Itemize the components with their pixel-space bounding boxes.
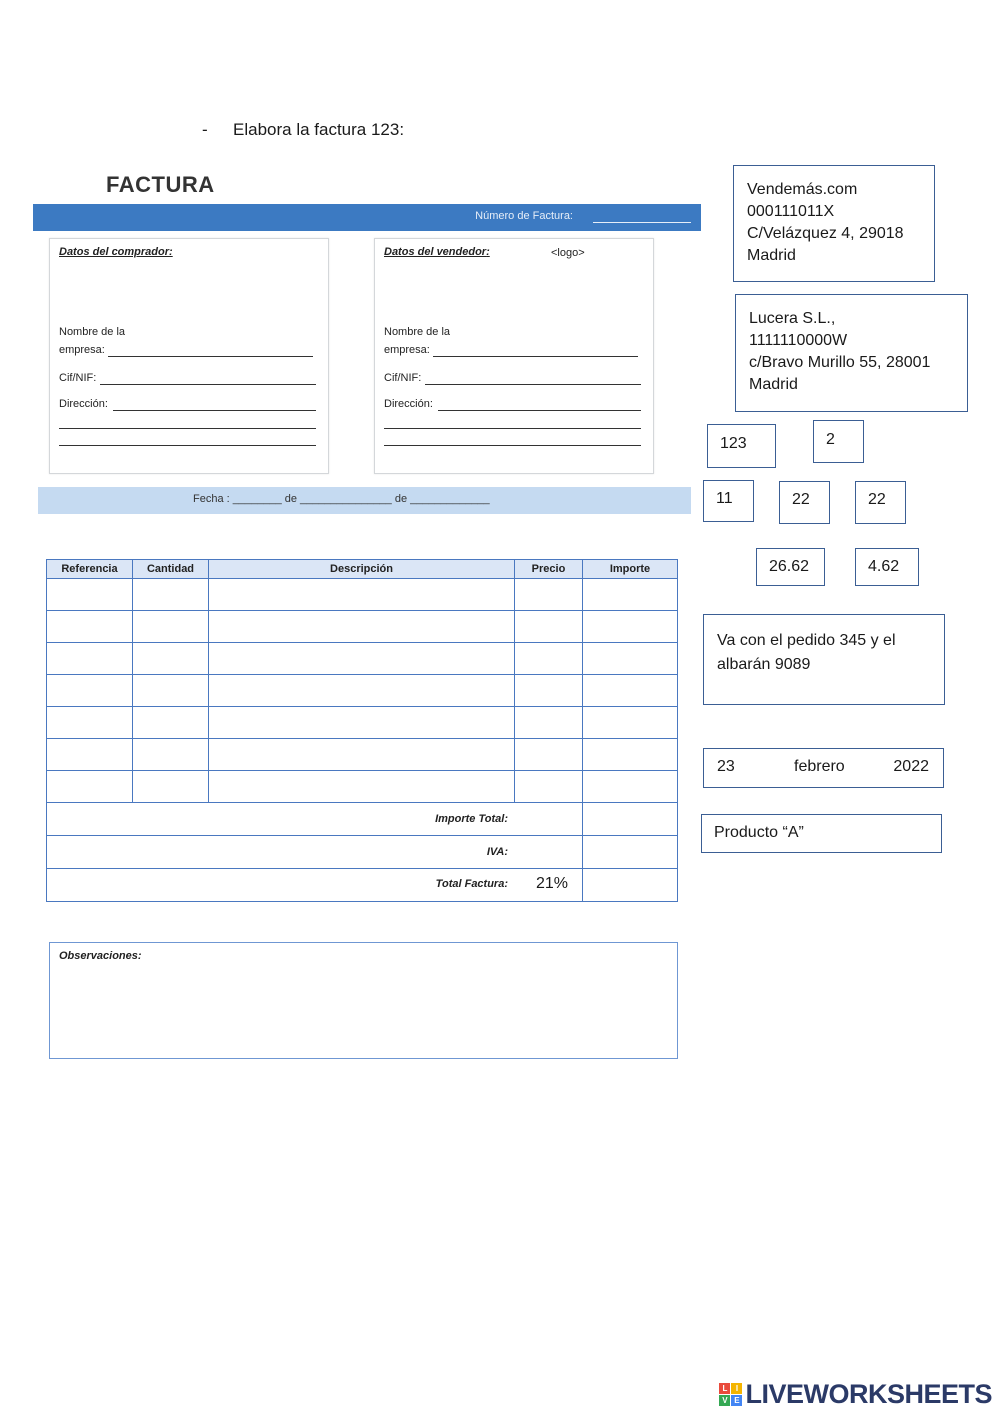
- seller-company-label-1: Nombre de la: [384, 326, 451, 338]
- table-row: [47, 739, 678, 771]
- observations-note-card[interactable]: [703, 614, 945, 705]
- cell-cantidad[interactable]: [133, 611, 209, 643]
- cell-importe[interactable]: [583, 643, 678, 675]
- total-invoice-value-cell[interactable]: [583, 869, 678, 902]
- date-line: Fecha : ________ de _______________ de _____________: [193, 493, 490, 505]
- product-card[interactable]: [701, 814, 942, 853]
- seller-heading: Datos del vendedor:: [384, 246, 490, 258]
- cell-referencia[interactable]: [47, 611, 133, 643]
- cell-descripcion[interactable]: [209, 675, 515, 707]
- seller-company-line: [433, 356, 638, 357]
- header-descripcion: Descripción: [209, 560, 515, 579]
- seller-cif-line: [425, 384, 641, 385]
- cell-referencia[interactable]: [47, 643, 133, 675]
- table-row: [47, 579, 678, 611]
- cell-precio[interactable]: [515, 739, 583, 771]
- total-invoice-label: Total Factura:: [435, 878, 508, 890]
- cell-cantidad[interactable]: [133, 739, 209, 771]
- observations-note-text: Va con el pedido 345 y el albarán 9089: [717, 632, 896, 673]
- cell-descripcion[interactable]: [209, 611, 515, 643]
- total-invoice-label-cell: [47, 869, 583, 902]
- brand-name: LIVEWORKSHEETS: [745, 1378, 992, 1409]
- cell-precio[interactable]: [515, 611, 583, 643]
- buyer-address-label: Dirección:: [59, 398, 108, 410]
- buyer-cif-label: Cif/NIF:: [59, 372, 97, 384]
- buyer-heading: Datos del comprador:: [59, 246, 173, 258]
- instruction-bullet: -: [202, 120, 208, 139]
- buyer-address-line: [113, 410, 316, 411]
- table-row: [47, 643, 678, 675]
- seller-address-label: Dirección:: [384, 398, 433, 410]
- header-importe: Importe: [583, 560, 678, 579]
- header-cantidad: Cantidad: [133, 560, 209, 579]
- buyer-info-card[interactable]: [735, 294, 968, 412]
- items-table: [46, 559, 678, 902]
- cell-referencia[interactable]: [47, 707, 133, 739]
- logo-cubes-icon: L I V E: [719, 1383, 742, 1406]
- cell-precio[interactable]: [515, 771, 583, 803]
- buyer-address-line-3: [59, 445, 316, 446]
- table-header-row: [47, 560, 678, 579]
- total-invoice-row: [47, 869, 678, 902]
- cell-importe[interactable]: [583, 675, 678, 707]
- buyer-cif-line: [100, 384, 316, 385]
- seller-company-label-2: empresa:: [384, 344, 430, 356]
- invoice-number-line: [593, 222, 691, 223]
- cell-descripcion[interactable]: [209, 739, 515, 771]
- seller-address-line-2: [384, 428, 641, 429]
- buyer-company-label-1: Nombre de la: [59, 326, 126, 338]
- cell-descripcion[interactable]: [209, 707, 515, 739]
- instruction-text: Elabora la factura 123:: [233, 120, 405, 139]
- cell-precio[interactable]: [515, 643, 583, 675]
- cell-importe[interactable]: [583, 707, 678, 739]
- header-referencia: Referencia: [47, 560, 133, 579]
- seller-panel: [374, 238, 654, 474]
- product-text: Producto “A”: [714, 824, 804, 841]
- table-row: [47, 771, 678, 803]
- quantity-chip[interactable]: 2: [813, 420, 864, 463]
- cell-referencia[interactable]: [47, 771, 133, 803]
- cell-descripcion[interactable]: [209, 771, 515, 803]
- invoice-number-chip[interactable]: 123: [707, 424, 776, 468]
- cell-precio[interactable]: [515, 579, 583, 611]
- seller-address-line: [438, 410, 641, 411]
- total-label: Importe Total:: [47, 803, 583, 836]
- date-day: 23: [717, 758, 735, 775]
- cell-referencia[interactable]: [47, 739, 133, 771]
- total-chip[interactable]: 26.62: [756, 548, 825, 586]
- buyer-panel: [49, 238, 329, 474]
- iva-row: [47, 836, 678, 869]
- price-chip[interactable]: 11: [703, 480, 754, 522]
- liveworksheets-logo: [719, 1378, 992, 1410]
- cell-precio[interactable]: [515, 707, 583, 739]
- cell-cantidad[interactable]: [133, 771, 209, 803]
- invoice-number-bar: [33, 204, 701, 231]
- header-precio: Precio: [515, 560, 583, 579]
- buyer-company-line: [108, 356, 313, 357]
- observations-label: Observaciones:: [59, 950, 142, 962]
- seller-address-line-3: [384, 445, 641, 446]
- iva-rate-value: 21%: [535, 875, 568, 892]
- total-value-cell[interactable]: [583, 803, 678, 836]
- table-row: [47, 611, 678, 643]
- invoice-title: FACTURA: [106, 172, 215, 197]
- seller-info-text: Vendemás.com 000111011X C/Velázquez 4, 29018 Madrid: [747, 181, 904, 264]
- amount-chip-b[interactable]: 22: [855, 481, 906, 524]
- date-card[interactable]: [703, 748, 944, 788]
- buyer-company-label-2: empresa:: [59, 344, 105, 356]
- cell-importe[interactable]: [583, 771, 678, 803]
- cell-cantidad[interactable]: [133, 675, 209, 707]
- cell-importe[interactable]: [583, 611, 678, 643]
- cell-descripcion[interactable]: [209, 643, 515, 675]
- date-bar: [38, 487, 691, 514]
- cell-precio[interactable]: [515, 675, 583, 707]
- invoice-number-label: Número de Factura:: [475, 210, 573, 222]
- instruction: [202, 120, 404, 140]
- cell-importe[interactable]: [583, 739, 678, 771]
- date-year: 2022: [893, 758, 929, 775]
- date-month: febrero: [794, 758, 845, 775]
- iva-chip[interactable]: 4.62: [855, 548, 919, 586]
- cell-descripcion[interactable]: [209, 579, 515, 611]
- seller-cif-label: Cif/NIF:: [384, 372, 422, 384]
- amount-chip-a[interactable]: 22: [779, 481, 830, 524]
- cell-referencia[interactable]: [47, 579, 133, 611]
- table-row: [47, 675, 678, 707]
- cell-cantidad[interactable]: [133, 707, 209, 739]
- cell-referencia[interactable]: [47, 675, 133, 707]
- observations-box[interactable]: [49, 942, 678, 1059]
- seller-info-card[interactable]: [733, 165, 935, 282]
- iva-label: IVA:: [47, 836, 583, 869]
- buyer-address-line-2: [59, 428, 316, 429]
- cell-cantidad[interactable]: [133, 643, 209, 675]
- seller-logo-placeholder: <logo>: [551, 247, 585, 259]
- total-row: [47, 803, 678, 836]
- iva-value-cell[interactable]: [583, 836, 678, 869]
- table-row: [47, 707, 678, 739]
- buyer-info-text: Lucera S.L., 1111110000W c/Bravo Murillo 55, 28001 Madrid: [749, 310, 931, 393]
- cell-importe[interactable]: [583, 579, 678, 611]
- cell-cantidad[interactable]: [133, 579, 209, 611]
